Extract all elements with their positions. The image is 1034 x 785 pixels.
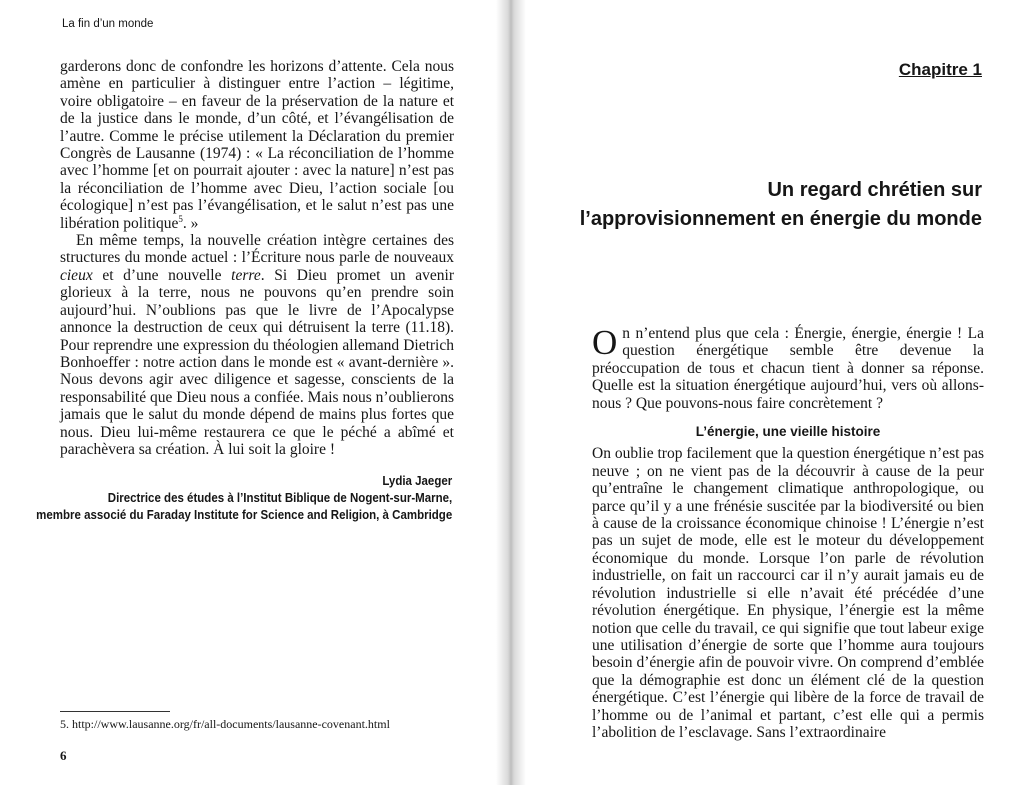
- chapter-title: Un regard chrétien sur l’approvisionnement en énergie du monde: [579, 179, 982, 230]
- signature-affiliation-1: Directrice des études à l’Institut Biblique de Nogent-sur-Marne,: [107, 491, 453, 505]
- signature-affiliation-2: membre associé du Faraday Institute for Science and Religion, à Cambridge: [35, 508, 452, 522]
- footnote: 5. http://www.lausanne.org/fr/all-documents/lausanne-covenant.html: [60, 717, 390, 731]
- paragraph: garderons donc de confondre les horizons d’attente. Cela nous amène en particulier à distinguer entre l’action – légitime, voire obligatoire – en faveur de la préservation de la nature et de la justice dans le monde, d’un côté, et l’évangélisation de l’autre. Comme le précise utilement la Déclaration du premier Congrès de Lausanne (1974) : « La réconciliation de l’homme avec l’homme [et on pourrait ajouter : avec la nature] n’est pas la réconciliation de l’homme avec Dieu, l’action sociale [ou écologique] n’est pas l’évangélisation, et le salut n’est pas une libération politique$^5$. »: [60, 58, 454, 232]
- paragraph: En même temps, la nouvelle création intègre certaines des structures du monde actuel : l’Écriture nous parle de nouveaux cieux et d’une nouvelle terre. Si Dieu promet un avenir glorieux à la terre, nous ne pouvons qu’en prendre soin aujourd’hui. N’oublions pas que le livre de l’Apocalypse annonce la destruction de ceux qui détruisent la terre (11.18). Pour reprendre une expression du théologien allemand Dietrich Bonhoeffer : notre action dans le monde est « avant-dernière ». Nous devons agir avec diligence et sagesse, conscients de la responsabilité que Dieu nous a confiée. Mais nous n’oublierons jamais que le salut du monde dépend de mains plus fortes que nous. Dieu lui-même restaurera ce que le péché a abîmé et parachèvera sa création. À lui soit la gloire !: [60, 232, 454, 458]
- left-page: [0, 0, 505, 785]
- paragraph: On oublie trop facilement que la question énergétique n’est pas neuve ; on ne vient pas de la découvrir à cause de la peur qu’entraîne le changement climatique anthropologique, ou parce qu’il y a une frénésie suscitée par la biodiversité ou bien à cause de la croissance économique chinoise ! L’énergie n’est pas un sujet de mode, elle est le moteur du développement économique du monde. Lorsque l’on parle de révolution industrielle, on fait un raccourci car il n’y aurait jamais eu de révolution industrielle si elle n’avait été précédée d’une révolution énergétique. En physique, l’énergie est la même notion que celle du travail, ce qui signifie que tout labeur exige une utilisation d’énergie de sorte que l’homme aura toujours besoin d’énergie afin de pouvoir vivre. On comprend d’emblée que la démographie est donc un élément clé de la question énergétique. C’est l’énergie qui libère de la force de travail de l’homme ou de l’animal et partant, c’est elle qui a permis l’abolition de l’esclavage. Sans l’extraordinaire: [592, 445, 984, 741]
- section-heading: L’énergie, une vieille histoire: [695, 424, 881, 440]
- right-body-text: [592, 325, 984, 741]
- signature-name: Lydia Jaeger: [382, 474, 452, 488]
- footnote-rule: [60, 711, 170, 712]
- signature-block: [36, 473, 452, 524]
- footnote-marker: 5: [178, 213, 183, 224]
- left-body-text: [60, 58, 454, 458]
- intro-paragraph: On n’entend plus que cela : Énergie, énergie, énergie ! La question énergétique semble être devenue la préoccupation de tous et chacun tient à donner sa réponse. Quelle est la situation énergétique aujourd’hui, vers où allons-nous ? Que pouvons-nous faire concrètement ?: [592, 323, 984, 412]
- drop-cap: O: [592, 323, 618, 362]
- running-head: La fin d’un monde: [62, 18, 154, 30]
- page-number: 6: [60, 748, 67, 763]
- chapter-label: Chapitre 1: [898, 60, 982, 79]
